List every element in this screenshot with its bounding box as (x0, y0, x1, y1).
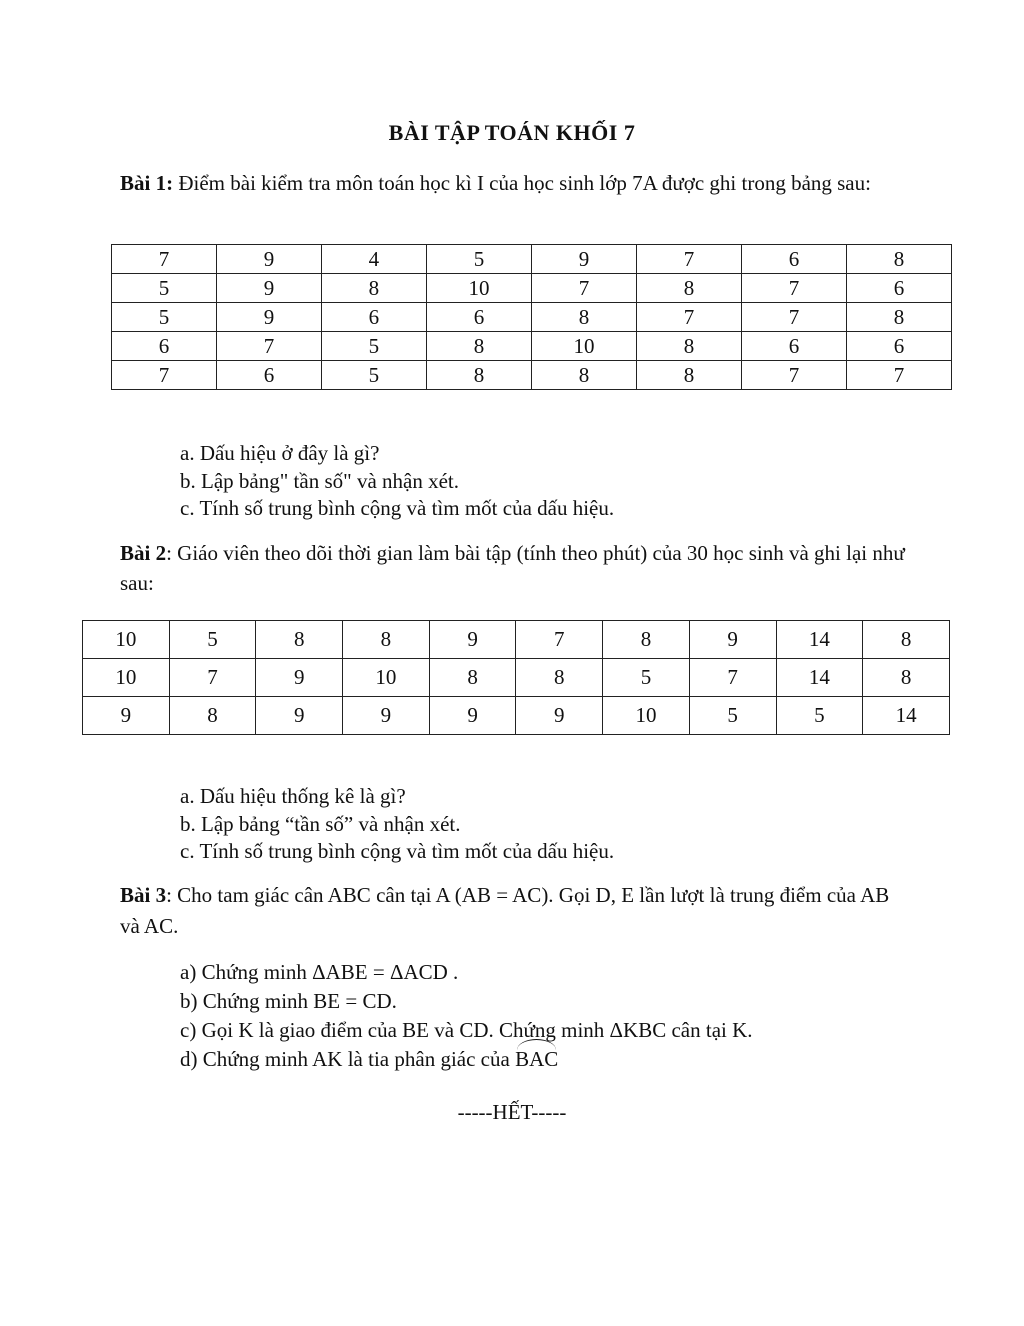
bai2-table-row (83, 659, 950, 697)
bai1-table-cell: 8 (426, 361, 531, 390)
bai1-table-row (112, 332, 952, 361)
bai2-table-cell: 10 (603, 697, 690, 735)
bai1-table-cell: 5 (321, 361, 426, 390)
bai2-table-cell: 8 (256, 621, 343, 659)
bai1-table-cell: 6 (112, 332, 217, 361)
bai1-score-table (111, 244, 952, 390)
bai2-prompt (120, 538, 920, 598)
bai1-table-row (112, 274, 952, 303)
bai2-table-cell: 10 (343, 659, 430, 697)
bai1-prompt (120, 168, 910, 198)
bai2-question-a: a. Dấu hiệu thống kê là gì? (180, 784, 406, 808)
bai2-table-cell: 9 (429, 697, 516, 735)
bai1-table-cell: 10 (531, 332, 636, 361)
bai2-table-cell: 8 (603, 621, 690, 659)
bai2-table-cell: 9 (516, 697, 603, 735)
bai1-table-cell: 8 (637, 332, 742, 361)
bai2-table-cell: 8 (516, 659, 603, 697)
page-title: BÀI TẬP TOÁN KHỐI 7 (388, 120, 636, 145)
bai3-text: : Cho tam giác cân ABC cân tại A (AB = AC). Gọi D, E lần lượt là trung điểm của AB và AC. (120, 883, 890, 938)
bai1-table-cell: 7 (742, 303, 847, 332)
bai1-table-cell: 8 (321, 274, 426, 303)
bai2-table-cell: 5 (689, 697, 776, 735)
bai2-table-cell: 10 (83, 621, 170, 659)
bai2-table-cell: 7 (689, 659, 776, 697)
bai1-table-cell: 10 (426, 274, 531, 303)
bai1-question-c: c. Tính số trung bình cộng và tìm mốt của dấu hiệu. (180, 496, 615, 520)
bai2-question-c: c. Tính số trung bình cộng và tìm mốt của dấu hiệu. (180, 839, 615, 863)
bai2-table-cell: 8 (863, 659, 950, 697)
bai2-table-cell: 5 (603, 659, 690, 697)
bai3-question-b: b) Chứng minh BE = CD. (180, 989, 397, 1013)
bai1-table-cell: 7 (637, 303, 742, 332)
bai2-table-cell: 8 (343, 621, 430, 659)
bai1-table-cell: 7 (216, 332, 321, 361)
bai1-table-cell: 6 (426, 303, 531, 332)
bai1-table-cell: 8 (426, 332, 531, 361)
bai2-table-cell: 10 (83, 659, 170, 697)
bai3-label: Bài 3 (120, 883, 167, 907)
bai1-table-cell: 9 (531, 245, 636, 274)
bai2-table-cell: 7 (516, 621, 603, 659)
bai1-table-cell: 8 (531, 303, 636, 332)
bai1-table-cell: 6 (216, 361, 321, 390)
bai2-table-cell: 14 (776, 621, 863, 659)
bai1-table-row (112, 303, 952, 332)
bai2-table-cell: 9 (256, 697, 343, 735)
bai2-table-cell: 8 (863, 621, 950, 659)
bai1-table-cell: 4 (321, 245, 426, 274)
bai1-table-cell: 7 (112, 245, 217, 274)
bai1-table-cell: 9 (216, 274, 321, 303)
bai2-table-cell: 9 (83, 697, 170, 735)
bai2-table-cell: 9 (343, 697, 430, 735)
bai1-table-cell: 9 (216, 303, 321, 332)
bai1-table-cell: 8 (531, 361, 636, 390)
bai2-text: : Giáo viên theo dõi thời gian làm bài tập (tính theo phút) của 30 học sinh và ghi lại như sau: (120, 541, 905, 595)
bai1-table-cell: 8 (847, 245, 952, 274)
bai2-table-cell: 8 (169, 697, 256, 735)
bai1-questions (180, 440, 614, 523)
bai1-table-cell: 8 (847, 303, 952, 332)
bai2-table-cell: 14 (863, 697, 950, 735)
bai1-table-cell: 7 (531, 274, 636, 303)
bai1-table-cell: 7 (742, 361, 847, 390)
bai2-table-cell: 14 (776, 659, 863, 697)
bai3-question-c: c) Gọi K là giao điểm của BE và CD. Chứng minh ΔKBC cân tại K. (180, 1018, 753, 1042)
bai2-label: Bài 2 (120, 541, 167, 565)
bai2-table-row (83, 621, 950, 659)
bai1-table-cell: 6 (847, 332, 952, 361)
bai2-table-row (83, 697, 950, 735)
bai1-table-cell: 5 (112, 303, 217, 332)
bai2-table-cell: 9 (429, 621, 516, 659)
bai2-question-b: b. Lập bảng “tần số” và nhận xét. (180, 811, 461, 836)
bai1-text: Điểm bài kiểm tra môn toán học kì I của học sinh lớp 7A được ghi trong bảng sau: (173, 171, 871, 195)
bai1-table-cell: 5 (112, 274, 217, 303)
bai1-table-cell: 7 (742, 274, 847, 303)
bai1-table-cell: 8 (637, 274, 742, 303)
bai1-table-row (112, 361, 952, 390)
bai1-question-a: a. Dấu hiệu ở đây là gì? (180, 441, 380, 465)
angle-bac: BAC (515, 1045, 558, 1074)
bai1-table-cell: 6 (321, 303, 426, 332)
bai1-table-cell: 7 (637, 245, 742, 274)
bai2-table-cell: 5 (776, 697, 863, 735)
bai2-table-cell: 8 (429, 659, 516, 697)
bai2-table-cell: 7 (169, 659, 256, 697)
bai1-table-cell: 6 (742, 332, 847, 361)
bai2-table-cell: 5 (169, 621, 256, 659)
bai1-table-cell: 5 (321, 332, 426, 361)
bai1-table-cell: 7 (112, 361, 217, 390)
bai1-table-cell: 6 (847, 274, 952, 303)
bai3-prompt (120, 880, 910, 942)
bai3-question-d (180, 1045, 753, 1074)
bai1-table-cell: 7 (847, 361, 952, 390)
bai1-table-cell: 9 (216, 245, 321, 274)
bai1-table-cell: 8 (637, 361, 742, 390)
bai3-question-a: a) Chứng minh ΔABE = ΔACD . (180, 960, 459, 984)
bai3-questions (180, 958, 753, 1074)
bai1-table-row (112, 245, 952, 274)
end-marker: -----HẾT----- (457, 1100, 567, 1124)
bai2-table-cell: 9 (256, 659, 343, 697)
bai1-table-cell: 6 (742, 245, 847, 274)
bai2-time-table (82, 620, 950, 735)
bai1-label: Bài 1: (120, 171, 174, 195)
bai2-table-cell: 9 (689, 621, 776, 659)
bai3-question-d-text: d) Chứng minh AK là tia phân giác của (180, 1047, 516, 1071)
bai1-question-b: b. Lập bảng" tần số" và nhận xét. (180, 468, 459, 493)
bai2-questions (180, 783, 614, 866)
bai1-table-cell: 5 (426, 245, 531, 274)
